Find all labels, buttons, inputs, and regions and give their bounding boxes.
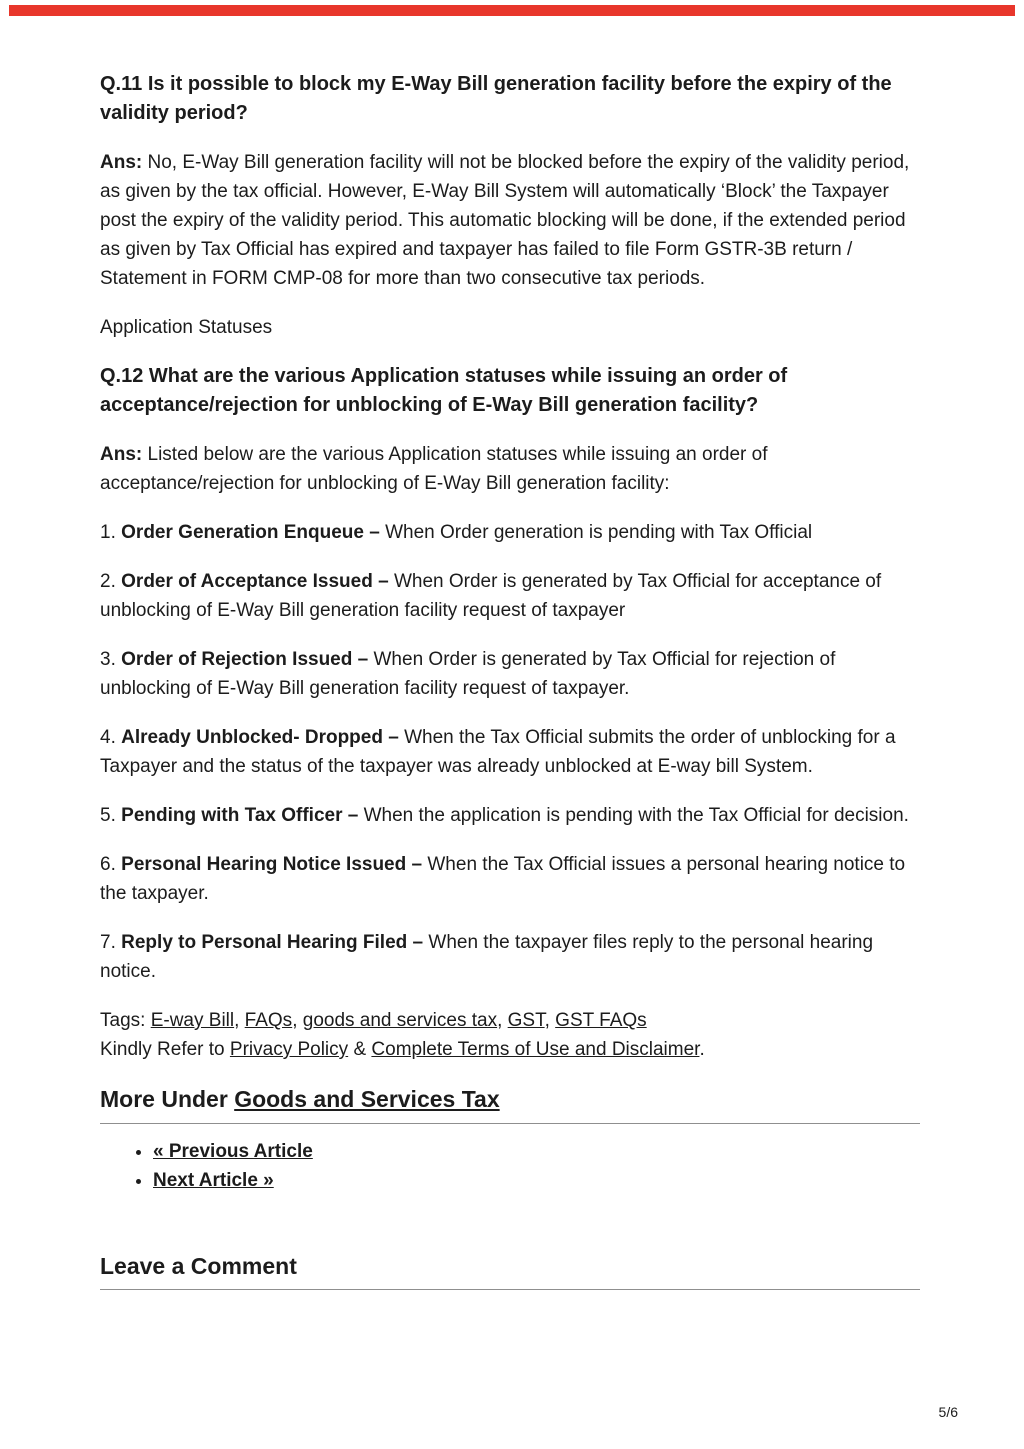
section-label: Application Statuses [100,317,273,338]
more-under-heading [100,1084,920,1114]
list-item [153,1166,920,1195]
privacy-policy-link[interactable]: Privacy Policy [229,1039,349,1060]
status-number: 1. [100,522,116,543]
goods-services-tax-category-link[interactable]: Goods and Services Tax [234,1086,500,1112]
refer-period: . [699,1039,705,1060]
status-desc: When Order is generated by Tax Official for rejection of unblocking of E-Way Bill generation facility request of taxpayer. [100,649,836,699]
tag-separator: , [544,1010,550,1031]
status-item-2 [100,567,920,625]
status-title: Pending with Tax Officer – [121,805,359,826]
status-item-6 [100,850,920,908]
question-q11: Q.11 Is it possible to block my E-Way Bill generation facility before the expiry of the validity period? [100,73,892,124]
tags-label: Tags: [100,1010,146,1031]
refer-prefix: Kindly Refer to [100,1039,225,1060]
tag-link-gst[interactable]: GST [507,1010,545,1031]
status-item-5 [100,801,920,830]
tag-link-faqs[interactable]: FAQs [244,1010,293,1031]
answer-q11 [100,148,920,293]
status-item-3 [100,645,920,703]
status-title: Already Unblocked- Dropped – [121,727,399,748]
status-number: 3. [100,649,116,670]
status-number: 4. [100,727,116,748]
status-number: 6. [100,854,116,875]
status-title: Reply to Personal Hearing Filed – [121,932,424,953]
status-desc: When the taxpayer files reply to the personal hearing notice. [100,932,874,982]
more-under-prefix: More Under [100,1086,228,1112]
status-item-7 [100,928,920,986]
question-q12: Q.12 What are the various Application statuses while issuing an order of acceptance/rejection for unblocking of E-Way Bill generation facility? [100,365,788,416]
status-desc: When Order is generated by Tax Official for acceptance of unblocking of E-Way Bill generation facility request of taxpayer [100,571,882,621]
answer-text: Listed below are the various Application statuses while issuing an order of acceptance/rejection for unblocking of E-Way Bill generation facility: [100,444,768,494]
status-desc: When the Tax Official issues a personal hearing notice to the taxpayer. [100,854,906,904]
refer-ampersand: & [353,1039,367,1060]
tag-link-gst-faqs[interactable]: GST FAQs [555,1010,647,1031]
status-desc: When Order generation is pending with Tax Official [385,522,813,543]
page-number: 5/6 [938,1404,958,1420]
divider [100,1123,920,1124]
answer-text: No, E-Way Bill generation facility will not be blocked before the expiry of the validity period, as given by the tax official. However, E-Way Bill System will automatically ‘Block’ the Taxpayer post the expiry of the validity period. This automatic blocking will be done, if the extended period as given by Tax Official has expired and taxpayer has failed to file Form GSTR-3B return / Statement in FORM CMP-08 for more than two consecutive tax periods. [100,152,910,289]
status-title: Order of Rejection Issued – [121,649,369,670]
next-article-link[interactable]: Next Article » [153,1170,274,1191]
status-number: 2. [100,571,116,592]
status-item-4 [100,723,920,781]
status-title: Personal Hearing Notice Issued – [121,854,423,875]
terms-disclaimer-link[interactable]: Complete Terms of Use and Disclaimer [371,1039,700,1060]
article-navigation [100,1137,920,1195]
status-number: 5. [100,805,116,826]
tags-and-refer [100,1006,920,1064]
status-title: Order of Acceptance Issued – [121,571,389,592]
status-desc: When the Tax Official submits the order of unblocking for a Taxpayer and the status of the taxpayer was already unblocked at E-way bill System. [100,727,896,777]
answer-label: Ans: [100,444,143,465]
tag-separator: , [234,1010,240,1031]
tag-separator: , [292,1010,298,1031]
tag-separator: , [497,1010,503,1031]
divider [100,1289,920,1290]
previous-article-link[interactable]: « Previous Article [153,1141,313,1162]
status-desc: When the application is pending with the Tax Official for decision. [363,805,909,826]
tag-link-eway-bill[interactable]: E-way Bill [150,1010,235,1031]
status-number: 7. [100,932,116,953]
top-accent-bar [9,5,1015,16]
answer-q12 [100,440,920,498]
list-item [153,1137,920,1166]
leave-comment-heading: Leave a Comment [100,1253,297,1279]
tag-link-goods-services-tax[interactable]: goods and services tax [302,1010,498,1031]
answer-label: Ans: [100,152,143,173]
status-item-1 [100,518,920,547]
status-title: Order Generation Enqueue – [121,522,380,543]
